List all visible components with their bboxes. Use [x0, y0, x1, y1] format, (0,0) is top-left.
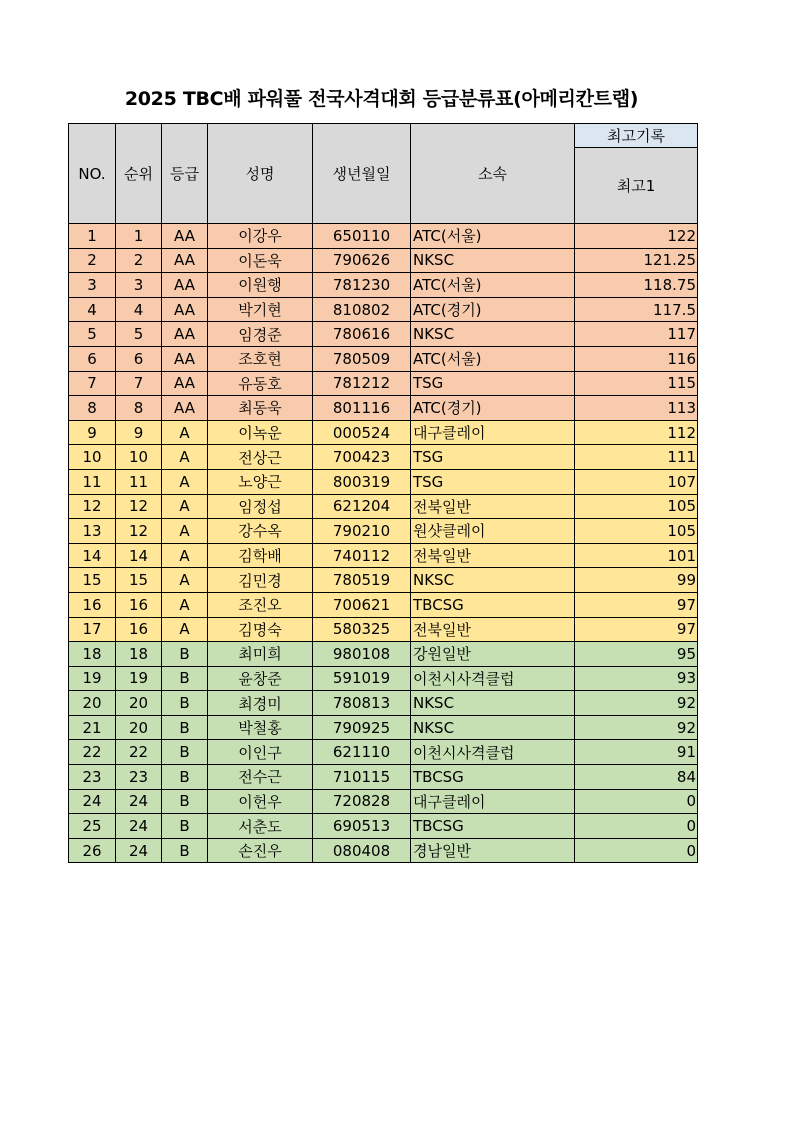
cell-name: 최경미 [208, 691, 313, 716]
cell-birth: 621204 [313, 494, 411, 519]
table-row [69, 322, 698, 347]
cell-rank: 24 [116, 838, 162, 863]
cell-no: 13 [69, 519, 116, 544]
table-row [69, 445, 698, 470]
cell-name: 김명숙 [208, 617, 313, 642]
cell-best: 101 [575, 543, 698, 568]
cell-birth: 780813 [313, 691, 411, 716]
cell-affiliation: ATC(경기) [411, 396, 575, 421]
cell-birth: 591019 [313, 666, 411, 691]
cell-name: 이인구 [208, 740, 313, 765]
cell-name: 이강우 [208, 224, 313, 249]
cell-best: 113 [575, 396, 698, 421]
cell-affiliation: 이천시사격클럽 [411, 740, 575, 765]
cell-no: 3 [69, 273, 116, 298]
cell-name: 이헌우 [208, 789, 313, 814]
cell-no: 18 [69, 642, 116, 667]
cell-no: 15 [69, 568, 116, 593]
cell-rank: 5 [116, 322, 162, 347]
cell-name: 유동호 [208, 371, 313, 396]
header-best-group: 최고기록 [575, 124, 698, 148]
cell-best: 117 [575, 322, 698, 347]
cell-no: 24 [69, 789, 116, 814]
cell-no: 25 [69, 814, 116, 839]
cell-birth: 710115 [313, 765, 411, 790]
cell-grade: AA [162, 322, 208, 347]
cell-birth: 720828 [313, 789, 411, 814]
cell-best: 0 [575, 838, 698, 863]
cell-birth: 000524 [313, 420, 411, 445]
cell-name: 노양근 [208, 469, 313, 494]
cell-grade: A [162, 519, 208, 544]
cell-no: 11 [69, 469, 116, 494]
cell-affiliation: 강원일반 [411, 642, 575, 667]
cell-grade: AA [162, 346, 208, 371]
cell-grade: A [162, 420, 208, 445]
table-row [69, 715, 698, 740]
cell-name: 김민경 [208, 568, 313, 593]
cell-affiliation: NKSC [411, 715, 575, 740]
cell-grade: B [162, 642, 208, 667]
cell-rank: 6 [116, 346, 162, 371]
cell-no: 16 [69, 592, 116, 617]
cell-birth: 790210 [313, 519, 411, 544]
cell-best: 0 [575, 814, 698, 839]
page-title: 2025 TBC배 파워풀 전국사격대회 등급분류표(아메리칸트랩) [124, 88, 639, 110]
cell-grade: B [162, 691, 208, 716]
header-grade: 등급 [162, 124, 208, 224]
cell-rank: 4 [116, 297, 162, 322]
cell-name: 김학배 [208, 543, 313, 568]
cell-affiliation: TBCSG [411, 814, 575, 839]
table-row [69, 519, 698, 544]
cell-no: 19 [69, 666, 116, 691]
table-row [69, 469, 698, 494]
cell-name: 이녹운 [208, 420, 313, 445]
cell-no: 8 [69, 396, 116, 421]
cell-grade: B [162, 740, 208, 765]
cell-birth: 790626 [313, 248, 411, 273]
cell-no: 26 [69, 838, 116, 863]
cell-rank: 3 [116, 273, 162, 298]
cell-name: 손진우 [208, 838, 313, 863]
cell-no: 7 [69, 371, 116, 396]
cell-grade: A [162, 445, 208, 470]
cell-affiliation: TBCSG [411, 765, 575, 790]
cell-grade: A [162, 543, 208, 568]
table-row [69, 789, 698, 814]
cell-no: 21 [69, 715, 116, 740]
cell-no: 17 [69, 617, 116, 642]
cell-birth: 700423 [313, 445, 411, 470]
cell-rank: 2 [116, 248, 162, 273]
table-row [69, 346, 698, 371]
cell-rank: 18 [116, 642, 162, 667]
cell-name: 임정섭 [208, 494, 313, 519]
table-row [69, 642, 698, 667]
cell-no: 12 [69, 494, 116, 519]
cell-affiliation: ATC(경기) [411, 297, 575, 322]
table-row [69, 494, 698, 519]
cell-best: 84 [575, 765, 698, 790]
cell-affiliation: TBCSG [411, 592, 575, 617]
cell-no: 1 [69, 224, 116, 249]
cell-name: 조호현 [208, 346, 313, 371]
header-best1: 최고1 [575, 148, 698, 224]
cell-name: 강수옥 [208, 519, 313, 544]
cell-best: 107 [575, 469, 698, 494]
cell-best: 116 [575, 346, 698, 371]
cell-best: 93 [575, 666, 698, 691]
cell-rank: 16 [116, 592, 162, 617]
cell-no: 20 [69, 691, 116, 716]
cell-best: 97 [575, 592, 698, 617]
cell-best: 118.75 [575, 273, 698, 298]
table-row [69, 543, 698, 568]
cell-rank: 7 [116, 371, 162, 396]
cell-affiliation: TSG [411, 469, 575, 494]
cell-name: 박기현 [208, 297, 313, 322]
table-row [69, 371, 698, 396]
cell-birth: 740112 [313, 543, 411, 568]
cell-name: 전상근 [208, 445, 313, 470]
cell-affiliation: NKSC [411, 568, 575, 593]
cell-birth: 650110 [313, 224, 411, 249]
cell-birth: 580325 [313, 617, 411, 642]
table-row [69, 617, 698, 642]
cell-birth: 781230 [313, 273, 411, 298]
cell-rank: 24 [116, 814, 162, 839]
cell-affiliation: NKSC [411, 322, 575, 347]
cell-no: 14 [69, 543, 116, 568]
table-row [69, 765, 698, 790]
cell-no: 9 [69, 420, 116, 445]
cell-no: 4 [69, 297, 116, 322]
cell-birth: 810802 [313, 297, 411, 322]
cell-name: 윤창준 [208, 666, 313, 691]
cell-rank: 23 [116, 765, 162, 790]
cell-rank: 12 [116, 519, 162, 544]
cell-best: 92 [575, 715, 698, 740]
cell-rank: 19 [116, 666, 162, 691]
cell-birth: 690513 [313, 814, 411, 839]
cell-name: 박철홍 [208, 715, 313, 740]
cell-rank: 24 [116, 789, 162, 814]
table-body [69, 224, 698, 863]
cell-best: 111 [575, 445, 698, 470]
cell-grade: B [162, 789, 208, 814]
cell-name: 이원행 [208, 273, 313, 298]
cell-birth: 790925 [313, 715, 411, 740]
cell-birth: 621110 [313, 740, 411, 765]
cell-grade: AA [162, 224, 208, 249]
table-row [69, 273, 698, 298]
cell-grade: B [162, 666, 208, 691]
cell-affiliation: 전북일반 [411, 617, 575, 642]
cell-best: 115 [575, 371, 698, 396]
cell-affiliation: 전북일반 [411, 543, 575, 568]
cell-name: 이돈욱 [208, 248, 313, 273]
cell-rank: 16 [116, 617, 162, 642]
cell-name: 최미희 [208, 642, 313, 667]
cell-affiliation: NKSC [411, 248, 575, 273]
cell-birth: 801116 [313, 396, 411, 421]
cell-best: 92 [575, 691, 698, 716]
header-affiliation: 소속 [411, 124, 575, 224]
cell-affiliation: TSG [411, 445, 575, 470]
table-row [69, 838, 698, 863]
cell-no: 6 [69, 346, 116, 371]
table-row [69, 420, 698, 445]
cell-rank: 9 [116, 420, 162, 445]
table-row [69, 666, 698, 691]
cell-grade: AA [162, 297, 208, 322]
table-row [69, 396, 698, 421]
header-rank: 순위 [116, 124, 162, 224]
cell-grade: A [162, 494, 208, 519]
table-row [69, 592, 698, 617]
cell-grade: A [162, 617, 208, 642]
cell-best: 122 [575, 224, 698, 249]
cell-affiliation: 이천시사격클럽 [411, 666, 575, 691]
cell-affiliation: NKSC [411, 691, 575, 716]
cell-affiliation: 대구클레이 [411, 420, 575, 445]
cell-grade: B [162, 838, 208, 863]
cell-rank: 11 [116, 469, 162, 494]
cell-birth: 080408 [313, 838, 411, 863]
cell-name: 서춘도 [208, 814, 313, 839]
cell-grade: B [162, 715, 208, 740]
cell-birth: 780509 [313, 346, 411, 371]
cell-rank: 1 [116, 224, 162, 249]
cell-best: 91 [575, 740, 698, 765]
cell-rank: 22 [116, 740, 162, 765]
cell-best: 99 [575, 568, 698, 593]
cell-best: 121.25 [575, 248, 698, 273]
cell-no: 23 [69, 765, 116, 790]
cell-rank: 20 [116, 715, 162, 740]
cell-affiliation: ATC(서울) [411, 224, 575, 249]
cell-name: 임경준 [208, 322, 313, 347]
cell-best: 97 [575, 617, 698, 642]
cell-affiliation: 전북일반 [411, 494, 575, 519]
cell-birth: 800319 [313, 469, 411, 494]
cell-best: 112 [575, 420, 698, 445]
table-row [69, 740, 698, 765]
cell-name: 조진오 [208, 592, 313, 617]
table-row [69, 248, 698, 273]
cell-best: 105 [575, 519, 698, 544]
cell-birth: 781212 [313, 371, 411, 396]
cell-grade: AA [162, 248, 208, 273]
cell-rank: 14 [116, 543, 162, 568]
cell-name: 전수근 [208, 765, 313, 790]
cell-birth: 980108 [313, 642, 411, 667]
table-row [69, 814, 698, 839]
grade-table [68, 123, 698, 863]
cell-affiliation: ATC(서울) [411, 346, 575, 371]
cell-rank: 10 [116, 445, 162, 470]
cell-grade: B [162, 765, 208, 790]
cell-best: 95 [575, 642, 698, 667]
cell-best: 117.5 [575, 297, 698, 322]
cell-grade: B [162, 814, 208, 839]
cell-name: 최동욱 [208, 396, 313, 421]
cell-grade: A [162, 592, 208, 617]
header-name: 성명 [208, 124, 313, 224]
cell-grade: AA [162, 371, 208, 396]
table-row [69, 224, 698, 249]
cell-best: 0 [575, 789, 698, 814]
cell-affiliation: TSG [411, 371, 575, 396]
table-row [69, 568, 698, 593]
cell-birth: 780519 [313, 568, 411, 593]
table-row [69, 691, 698, 716]
cell-grade: A [162, 469, 208, 494]
cell-grade: A [162, 568, 208, 593]
cell-rank: 20 [116, 691, 162, 716]
cell-affiliation: 경남일반 [411, 838, 575, 863]
cell-affiliation: ATC(서울) [411, 273, 575, 298]
cell-rank: 12 [116, 494, 162, 519]
cell-birth: 780616 [313, 322, 411, 347]
cell-grade: AA [162, 396, 208, 421]
cell-no: 22 [69, 740, 116, 765]
cell-rank: 15 [116, 568, 162, 593]
cell-no: 2 [69, 248, 116, 273]
cell-best: 105 [575, 494, 698, 519]
cell-no: 5 [69, 322, 116, 347]
cell-grade: AA [162, 273, 208, 298]
header-birth: 생년월일 [313, 124, 411, 224]
cell-birth: 700621 [313, 592, 411, 617]
table-row [69, 297, 698, 322]
cell-no: 10 [69, 445, 116, 470]
cell-affiliation: 원샷클레이 [411, 519, 575, 544]
header-no: NO. [69, 124, 116, 224]
cell-affiliation: 대구클레이 [411, 789, 575, 814]
cell-rank: 8 [116, 396, 162, 421]
